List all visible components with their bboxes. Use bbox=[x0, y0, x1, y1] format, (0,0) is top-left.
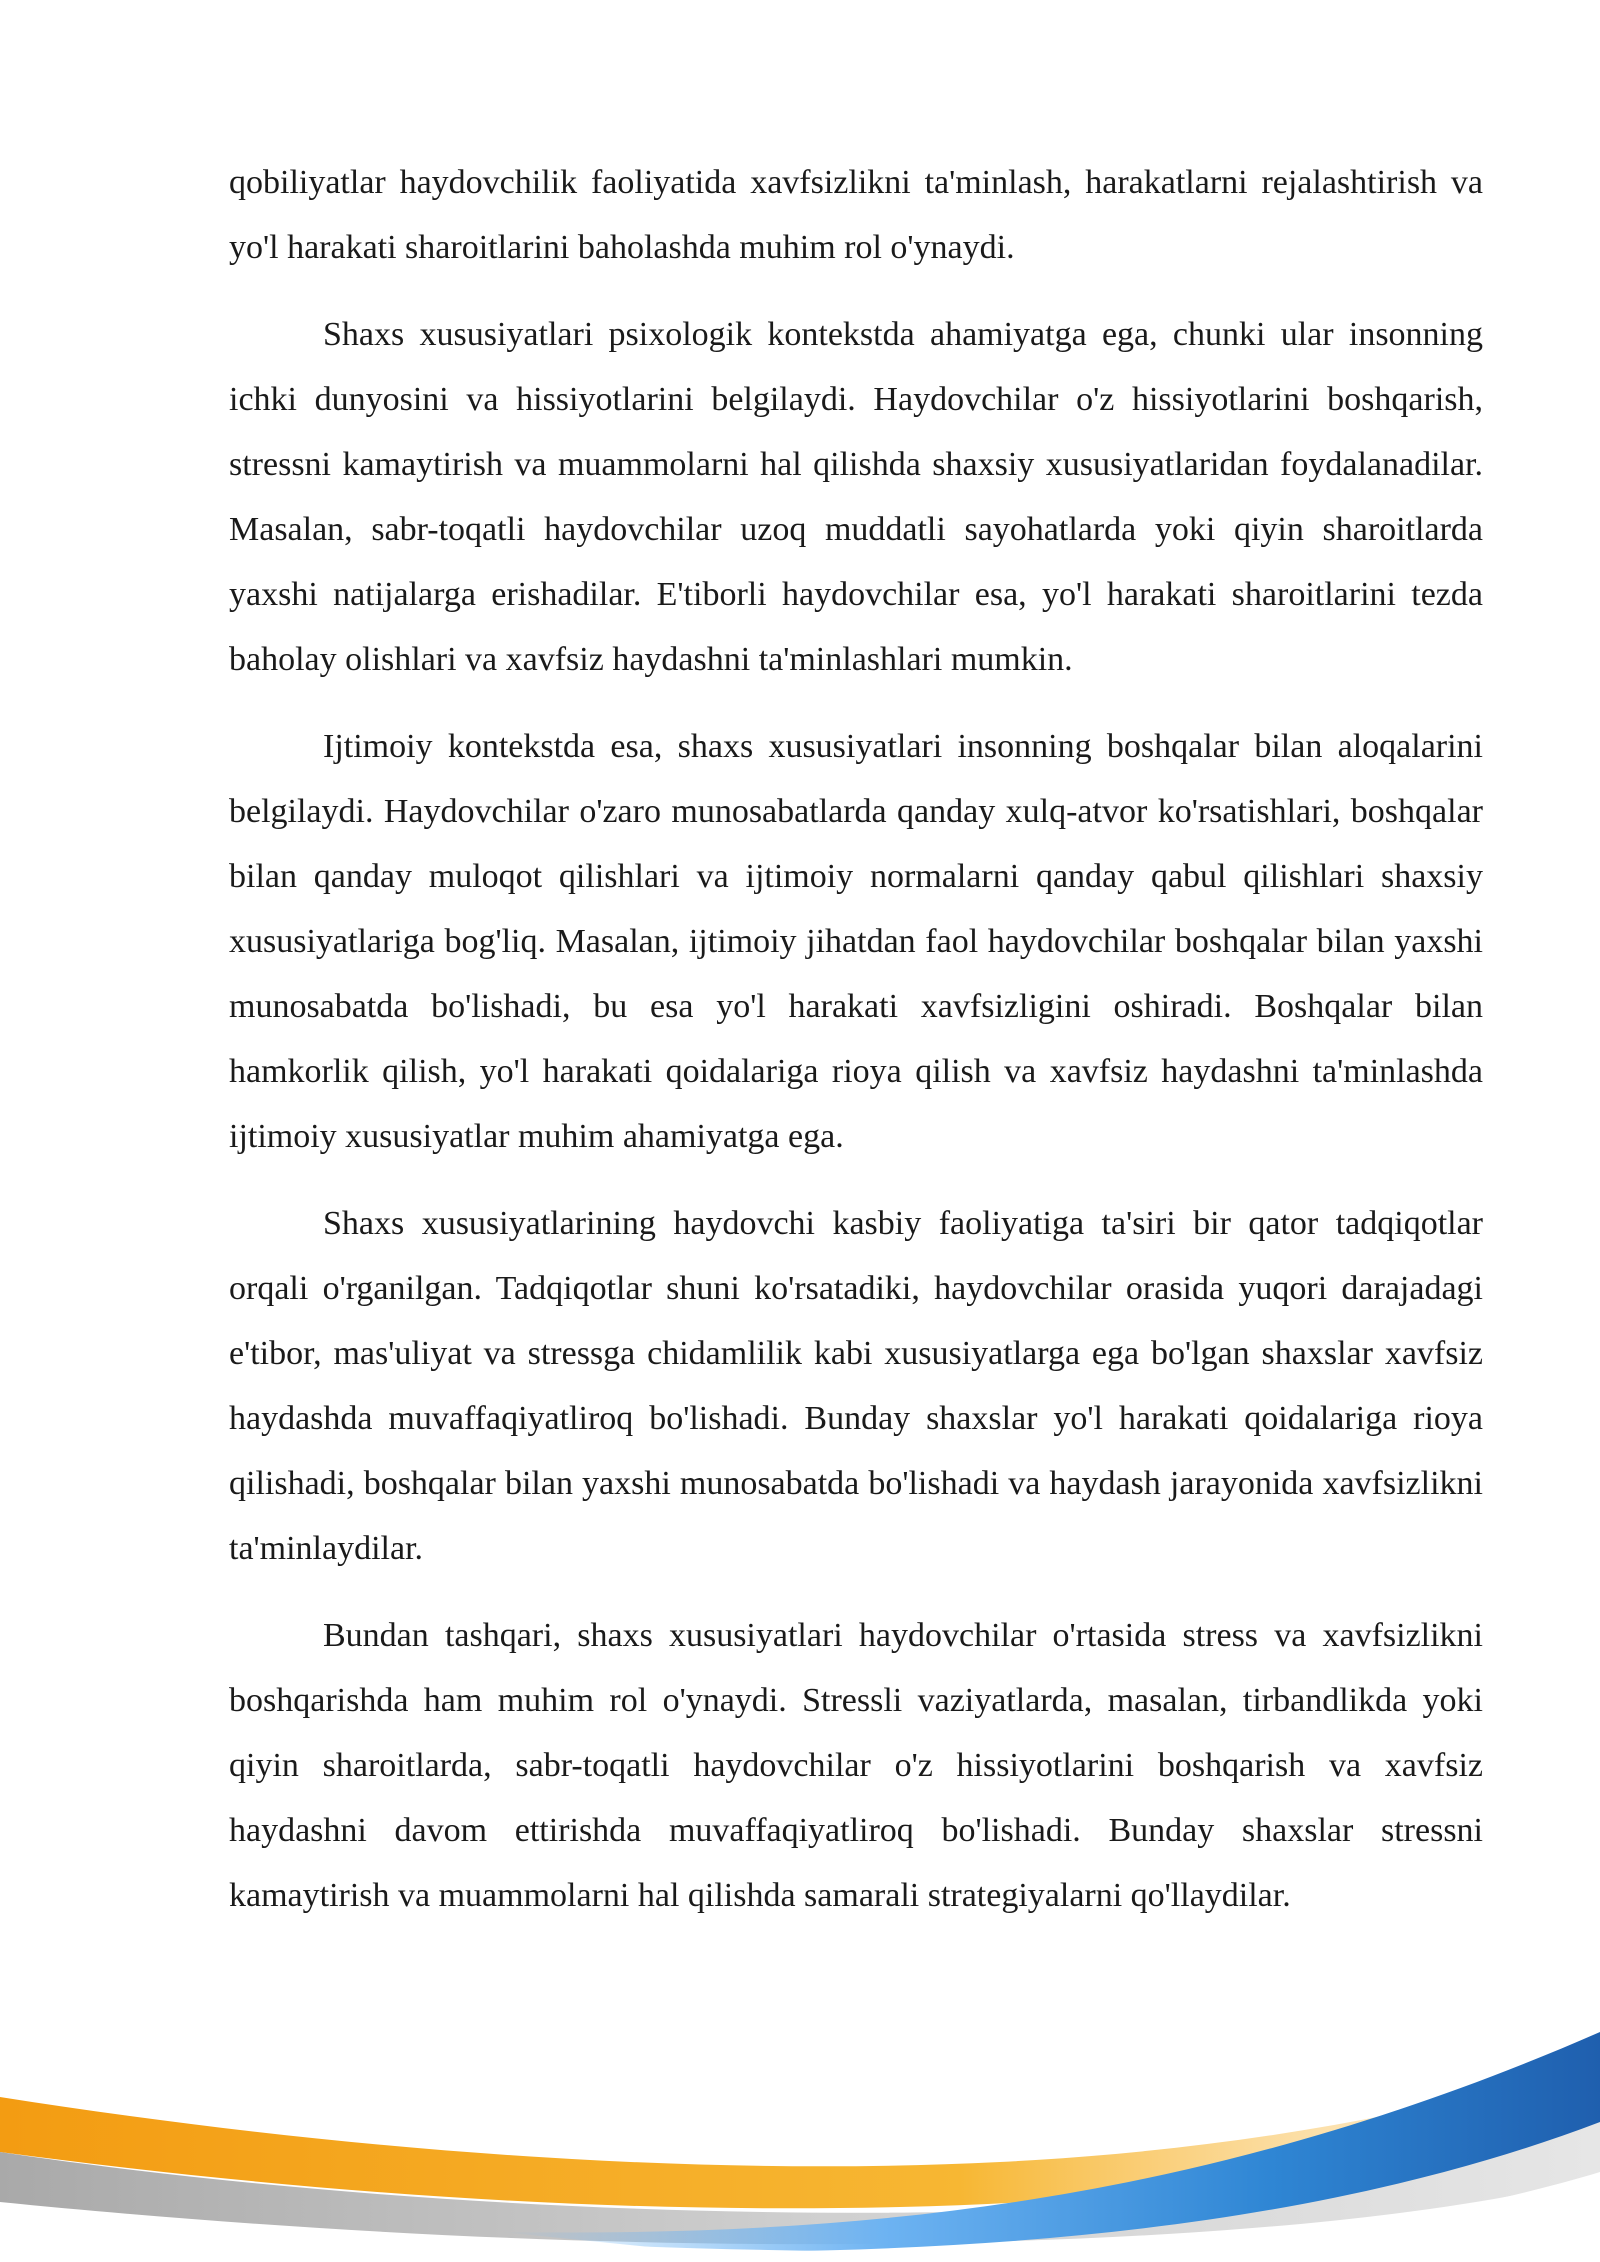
footer-wave-decoration bbox=[0, 2002, 1600, 2262]
paragraph-3: Ijtimoiy kontekstda esa, shaxs xususiyatlari insonning boshqalar bilan aloqalarini belgilaydi. Haydovchilar o'zaro munosabatlarda qanday xulq-atvor ko'rsatishlari, boshqalar bilan qanday muloqot qilishlari va ijtimoiy normalarni qanday qabul qilishlari shaxsiy xususiyatlariga bog'liq. Masalan, ijtimoiy jihatdan faol haydovchilar boshqalar bilan yaxshi munosabatda bo'lishadi, bu esa yo'l harakati xavfsizligini oshiradi. Boshqalar bilan hamkorlik qilish, yo'l harakati qoidalariga rioya qilish va xavfsiz haydashni ta'minlashda ijtimoiy xususiyatlar muhim ahamiyatga ega. bbox=[229, 728, 1483, 1155]
document-body bbox=[229, 150, 1483, 1950]
paragraph-4: Shaxs xususiyatlarining haydovchi kasbiy faoliyatiga ta'siri bir qator tadqiqotlar orqali o'rganilgan. Tadqiqotlar shuni ko'rsatadiki, haydovchilar orasida yuqori darajadagi e'tibor, mas'uliyat va stressga chidamlilik kabi xususiyatlarga ega bo'lgan shaxslar xavfsiz haydashda muvaffaqiyatliroq bo'lishadi. Bunday shaxslar yo'l harakati qoidalariga rioya qilishadi, boshqalar bilan yaxshi munosabatda bo'lishadi va haydash jarayonida xavfsizlikni ta'minlaydilar. bbox=[229, 1205, 1483, 1567]
paragraph-2: Shaxs xususiyatlari psixologik kontekstda ahamiyatga ega, chunki ular insonning ichki dunyosini va hissiyotlarini belgilaydi. Haydovchilar o'z hissiyotlarini boshqarish, stressni kamaytirish va muammolarni hal qilishda shaxsiy xususiyatlaridan foydalanadilar. Masalan, sabr-toqatli haydovchilar uzoq muddatli sayohatlarda yoki qiyin sharoitlarda yaxshi natijalarga erishadilar. E'tiborli haydovchilar esa, yo'l harakati sharoitlarini tezda baholay olishlari va xavfsiz haydashni ta'minlashlari mumkin. bbox=[229, 316, 1483, 678]
paragraph-1: qobiliyatlar haydovchilik faoliyatida xavfsizlikni ta'minlash, harakatlarni rejalashtirish va yo'l harakati sharoitlarini baholashda muhim rol o'ynaydi. bbox=[229, 164, 1483, 266]
paragraph-5: Bundan tashqari, shaxs xususiyatlari haydovchilar o'rtasida stress va xavfsizlikni boshqarishda ham muhim rol o'ynaydi. Stressli vaziyatlarda, masalan, tirbandlikda yoki qiyin sharoitlarda, sabr-toqatli haydovchilar o'z hissiyotlarini boshqarish va xavfsiz haydashni davom ettirishda muvaffaqiyatliroq bo'lishadi. Bunday shaxslar stressni kamaytirish va muammolarni hal qilishda samarali strategiyalarni qo'llaydilar. bbox=[229, 1617, 1483, 1914]
